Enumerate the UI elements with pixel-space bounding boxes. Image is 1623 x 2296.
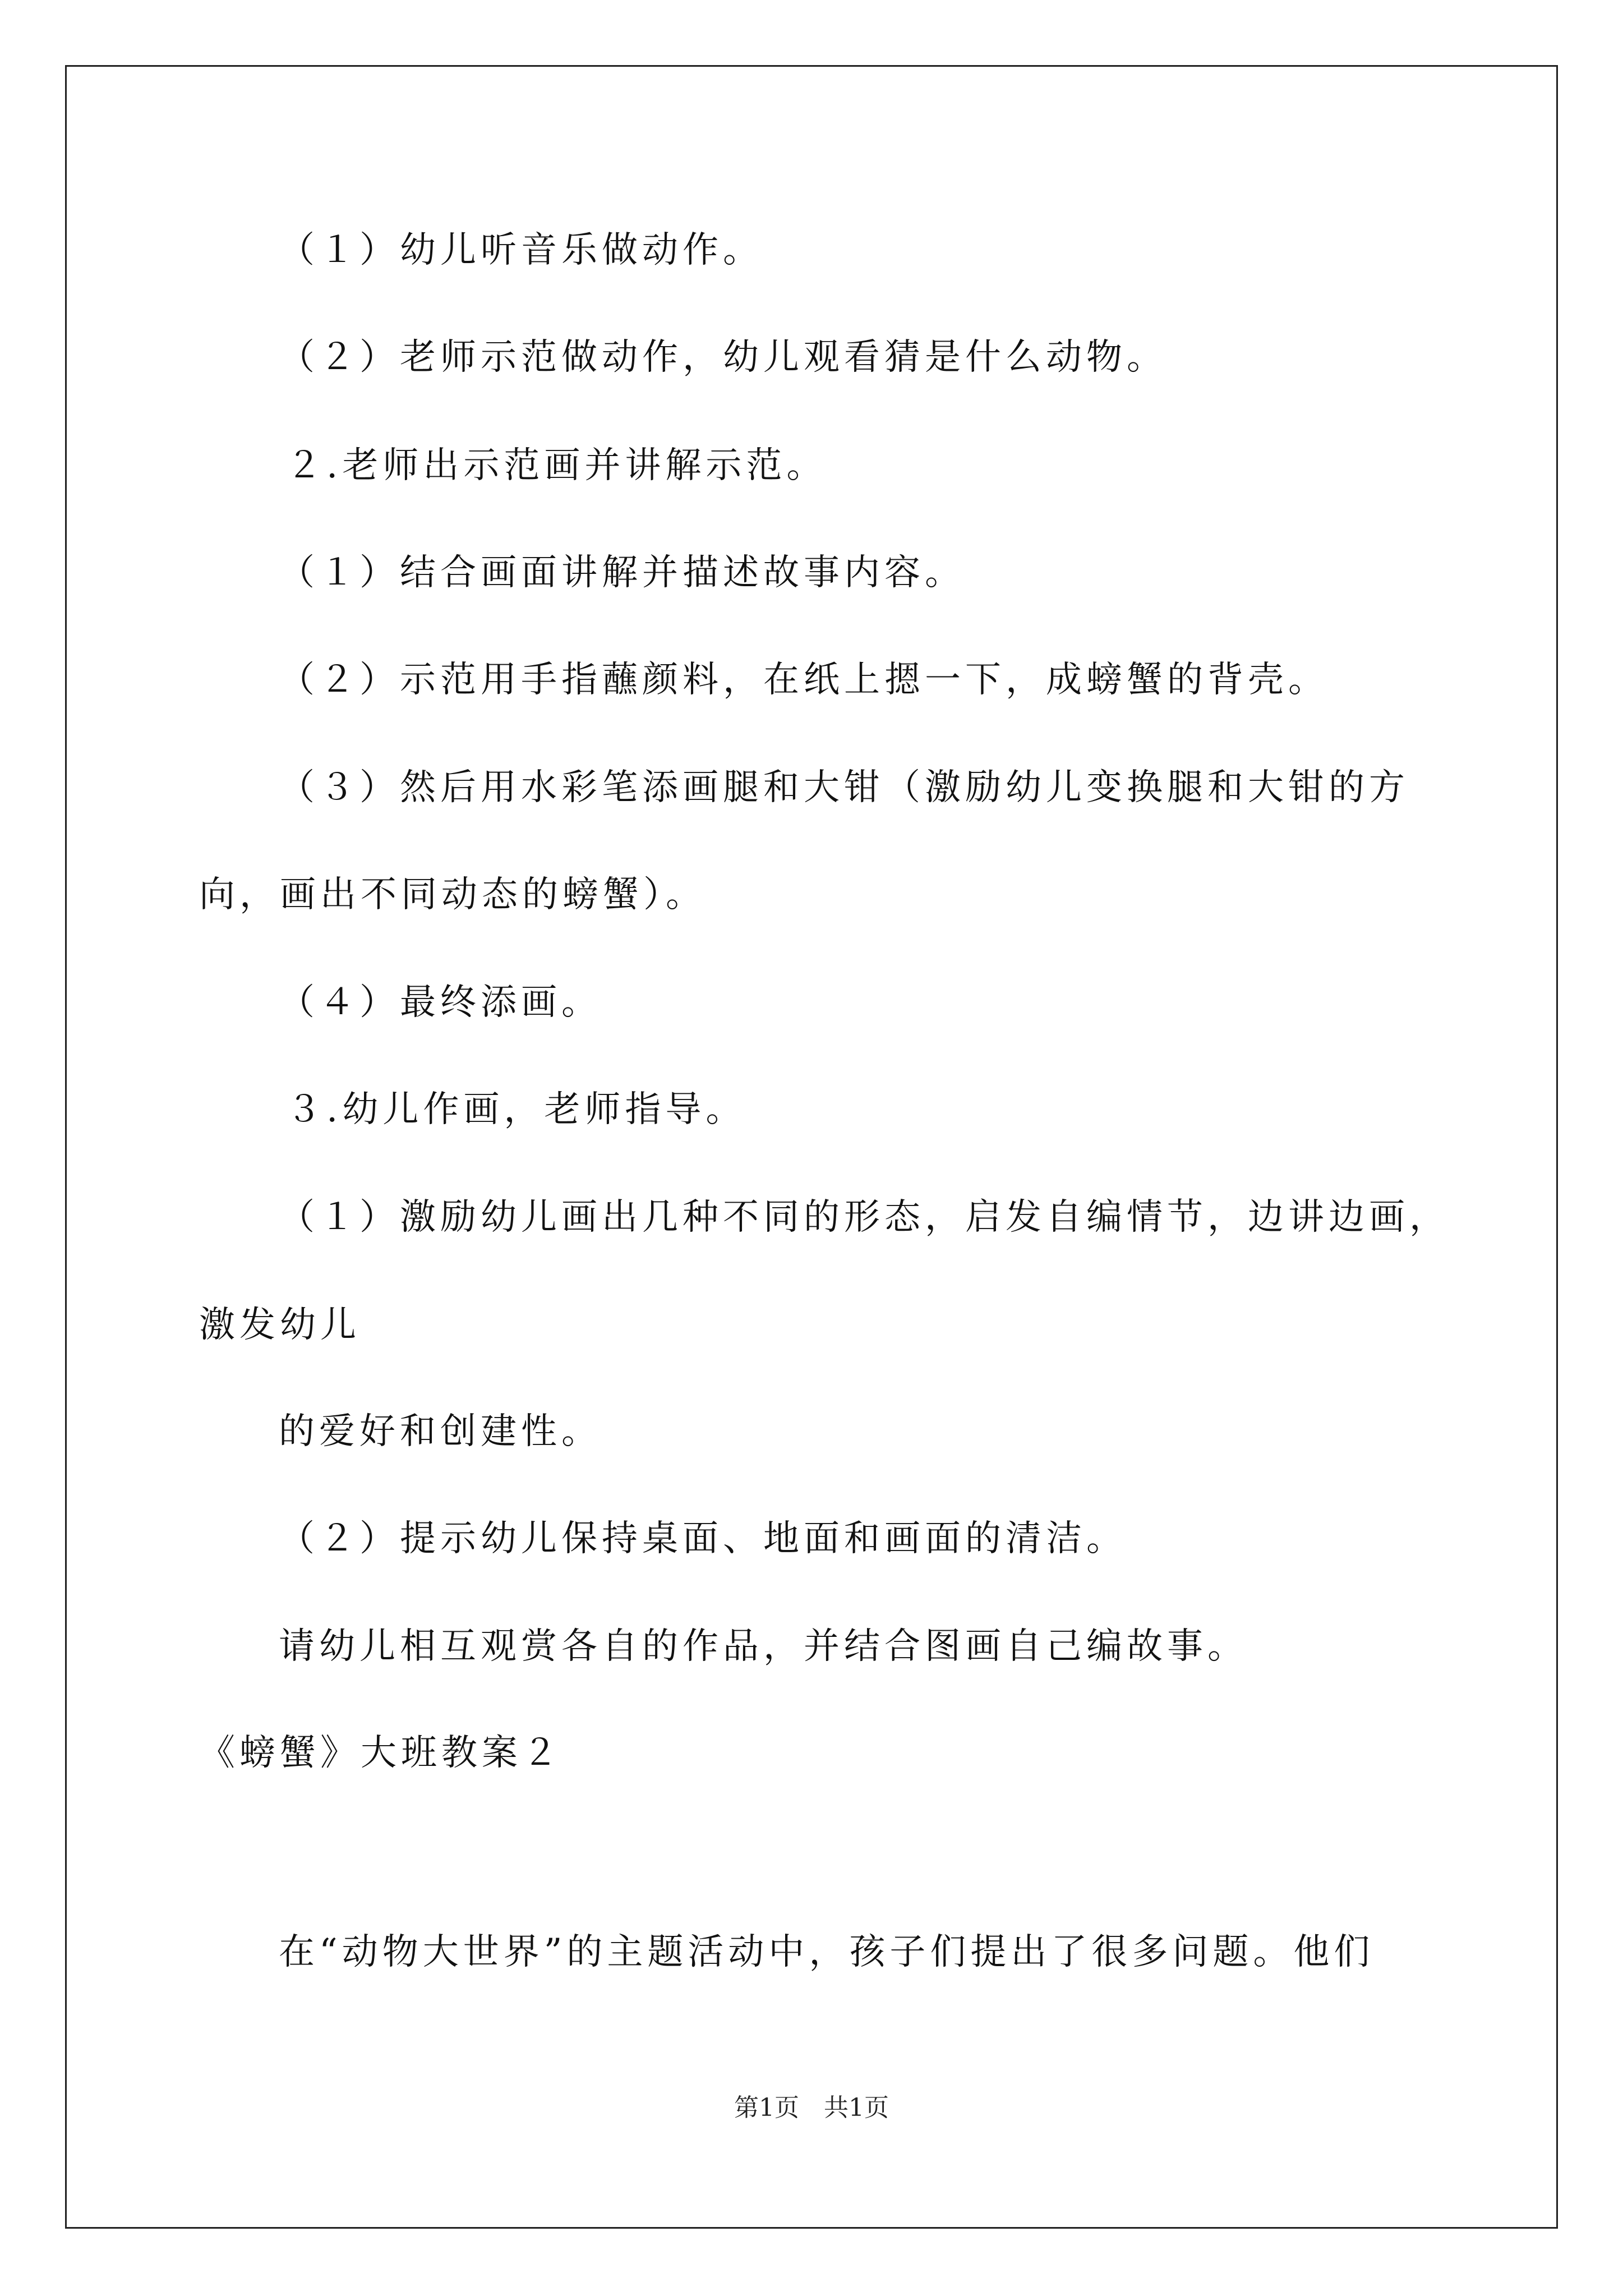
- text-line: 在“动物大世界”的主题活动中，孩子们提出了很多问题。他们: [279, 1931, 1375, 1973]
- text-line: 的爱好和创建性。: [279, 1411, 602, 1452]
- text-line: （２）示范用手指蘸颜料，在纸上摁一下，成螃蟹的背壳。: [279, 659, 1329, 701]
- document-title: 《螃蟹》大班教案２: [199, 1732, 562, 1774]
- text-line: （４）最终添画。: [279, 982, 602, 1023]
- text-line: 请幼儿相互观赏各自的作品，并结合图画自己编故事。: [279, 1626, 1248, 1667]
- page-border: [65, 65, 1558, 2229]
- text-line: （２）老师示范做动作，幼儿观看猜是什么动物。: [279, 337, 1167, 378]
- text-line: 向，画出不同动态的螃蟹）。: [199, 874, 706, 915]
- section-heading: ３.幼儿作画，老师指导。: [286, 1089, 746, 1130]
- text-line: 激发幼儿: [199, 1304, 361, 1346]
- text-line: （１）幼儿听音乐做动作。: [279, 229, 763, 271]
- section-heading: ２.老师出示范画并讲解示范。: [286, 445, 827, 486]
- text-line: （２）提示幼儿保持桌面、地面和画面的清洁。: [279, 1518, 1127, 1559]
- text-line: （１）激励幼儿画出几种不同的形态，启发自编情节，边讲边画，: [279, 1197, 1450, 1238]
- text-line: （１）结合画面讲解并描述故事内容。: [279, 552, 965, 593]
- text-line: （３）然后用水彩笔添画腿和大钳（激励幼儿变换腿和大钳的方: [279, 767, 1409, 808]
- page-number: 第1页 共1页: [734, 2093, 889, 2122]
